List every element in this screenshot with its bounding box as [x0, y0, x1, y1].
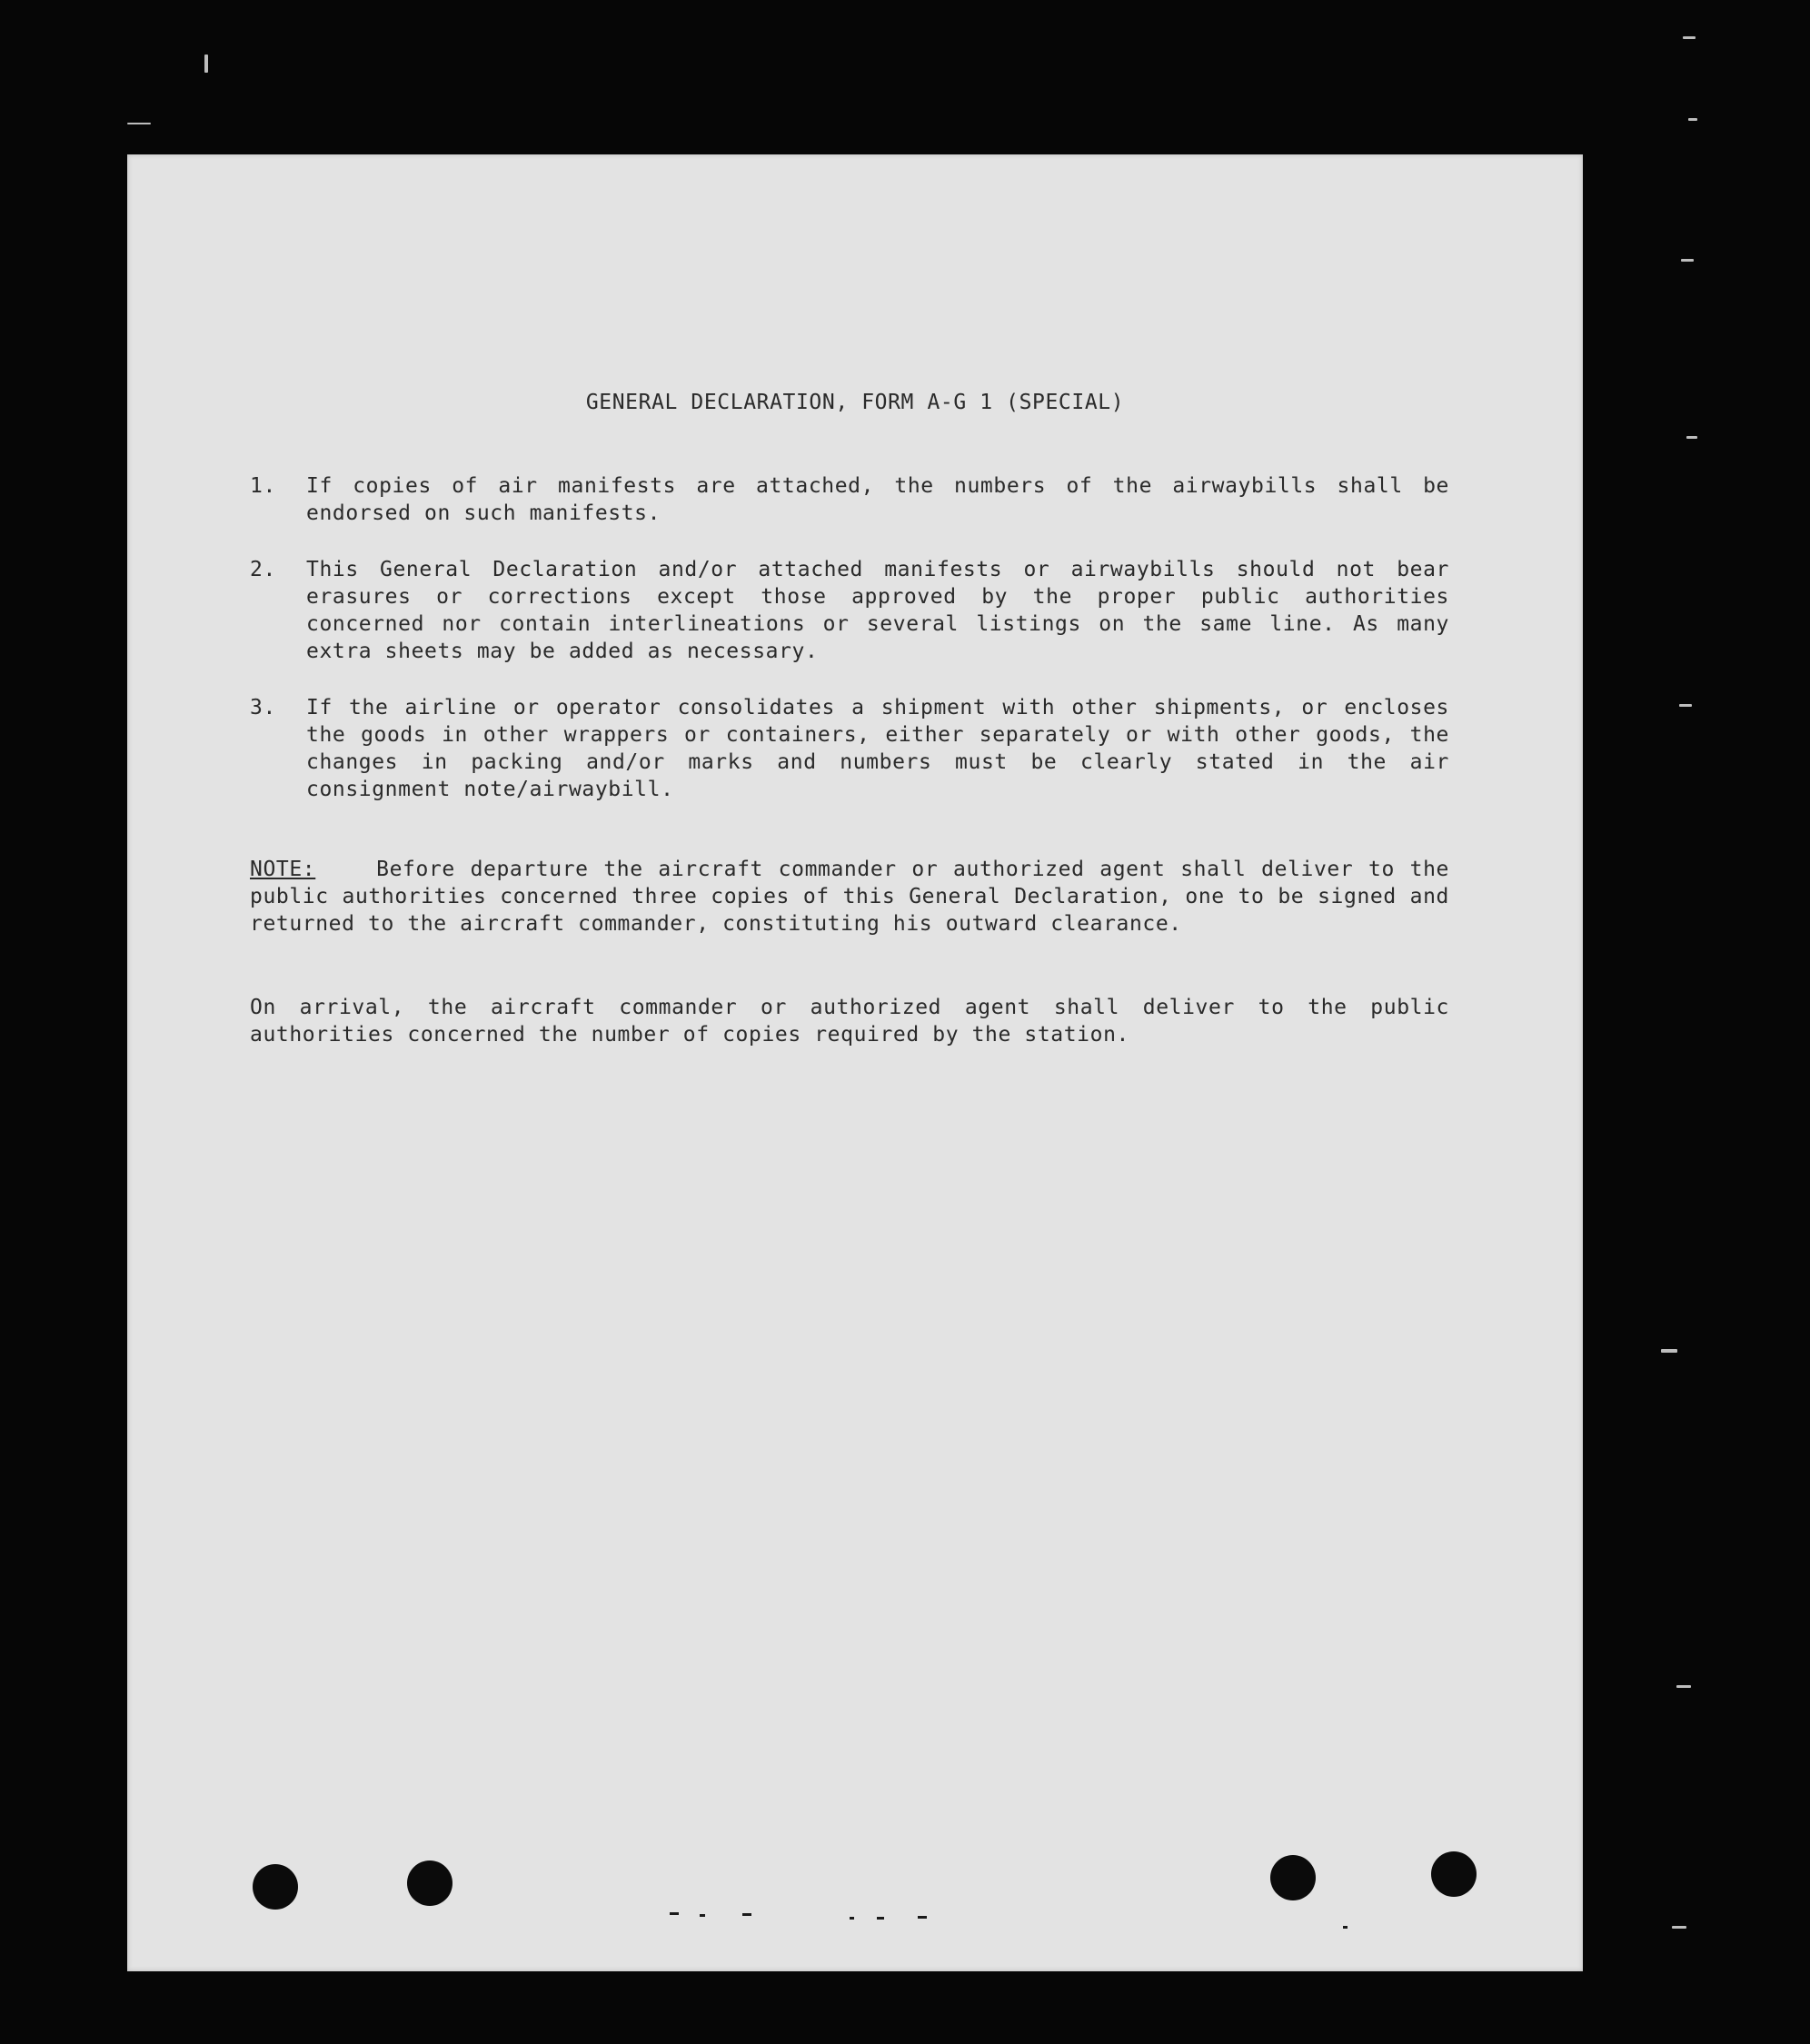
scan-mark	[1343, 1926, 1348, 1929]
arrival-paragraph: On arrival, the aircraft commander or authorized agent shall deliver to the public authorities concerned the number of copies required by the station.	[250, 996, 1449, 1047]
punch-hole	[1270, 1855, 1316, 1900]
instruction-number: 1.	[250, 474, 276, 498]
instruction-item-2	[250, 556, 1449, 665]
instruction-text: If the airline or operator consolidates a shipment with other shipments, or encloses the goods in other wrappers or containers, either separately or with other goods, the changes in packing and/or marks and numbers must be clearly stated in the air consignment note/airwaybill.	[306, 696, 1449, 801]
scan-mark	[877, 1917, 884, 1920]
scan-speck	[204, 55, 208, 73]
scan-speck	[1688, 118, 1697, 121]
scan-speck	[1672, 1926, 1686, 1929]
punch-hole	[407, 1860, 452, 1906]
scan-speck	[1686, 436, 1697, 439]
instruction-text: This General Declaration and/or attached manifests or airwaybills should not bear erasures or corrections except those approved by the proper public authorities concerned nor contain interlineations or several listings on the same line. As many extra sheets may be added as necessary.	[306, 558, 1449, 663]
scan-mark	[742, 1913, 751, 1916]
scan-mark	[850, 1917, 854, 1920]
punch-hole	[253, 1864, 298, 1910]
scan-speck	[1676, 1685, 1691, 1688]
scan-speck	[1679, 704, 1692, 707]
note-text: Before departure the aircraft commander or authorized agent shall deliver to the public authorities concerned three copies of this General Declaration, one to be signed and returned to the aircraft commander, constituting his outward clearance.	[250, 858, 1449, 936]
document-title: GENERAL DECLARATION, FORM A-G 1 (SPECIAL)	[585, 391, 1125, 414]
instruction-item-1	[250, 472, 1449, 527]
instruction-item-3	[250, 694, 1449, 803]
note-label: NOTE:	[250, 858, 316, 881]
scan-mark	[670, 1912, 679, 1915]
scan-speck	[127, 123, 151, 124]
scan-mark	[918, 1916, 927, 1919]
scan-speck	[1661, 1349, 1677, 1353]
instruction-text: If copies of air manifests are attached, the numbers of the airwaybills shall be endorsed on such manifests.	[306, 474, 1449, 525]
note-paragraph	[250, 856, 1449, 938]
instruction-number: 2.	[250, 558, 276, 581]
scan-speck	[1683, 36, 1696, 39]
scan-speck	[1681, 259, 1694, 262]
document-page	[127, 154, 1583, 1971]
instruction-number: 3.	[250, 696, 276, 719]
scan-mark	[700, 1914, 705, 1917]
punch-hole	[1431, 1851, 1477, 1897]
